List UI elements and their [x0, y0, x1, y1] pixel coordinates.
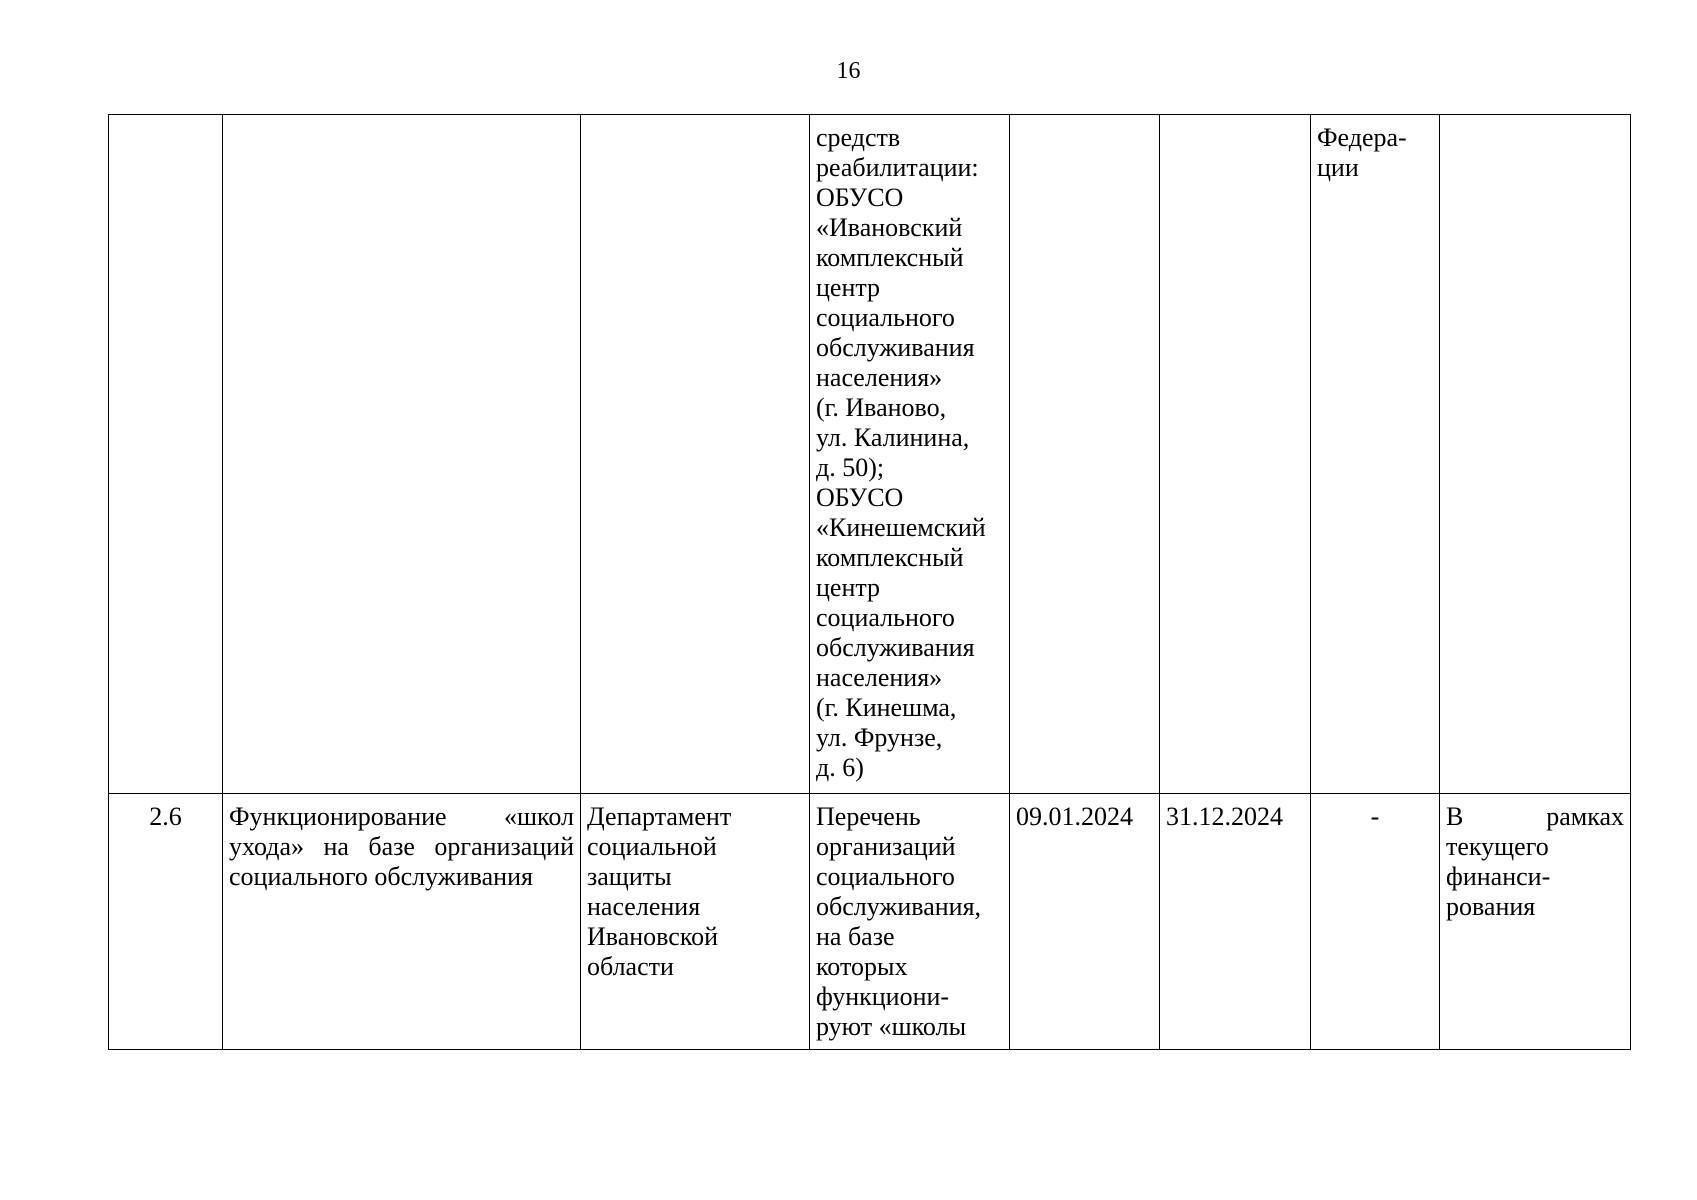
end-date: 31.12.2024 [1166, 802, 1283, 831]
cell-number [109, 794, 223, 1050]
cell-start-date [1010, 794, 1160, 1050]
cell-end-date [1160, 115, 1311, 794]
page-number: 16 [836, 58, 861, 84]
cell-amount [1311, 794, 1440, 1050]
event-text: ухода» на базе организаций социального обслуживания [229, 832, 574, 891]
amount-text: - [1370, 802, 1380, 831]
cell-amount [1311, 115, 1440, 794]
result-text: Перечень организаций социального обслуживания, на базе которых функциони- руют «школы [816, 802, 982, 1041]
funding-first-line [1446, 802, 1624, 832]
cell-event [223, 794, 581, 1050]
cell-responsible [581, 794, 810, 1050]
cell-funding [1440, 115, 1631, 794]
funding-text: текущего финанси- рования [1446, 832, 1551, 921]
row-number: 2.6 [149, 802, 182, 831]
cell-start-date [1010, 115, 1160, 794]
start-date: 09.01.2024 [1016, 802, 1133, 831]
responsible-text: Департамент социальной защиты населения Ивановской области [587, 802, 732, 981]
cell-funding [1440, 794, 1631, 1050]
cell-responsible [581, 115, 810, 794]
event-first-line [229, 802, 574, 832]
table-row-2-6 [109, 794, 1631, 1050]
cell-end-date [1160, 794, 1311, 1050]
funding-word-2: рамках [1546, 802, 1624, 831]
cell-result [810, 115, 1010, 794]
event-word-2: «школ [504, 802, 574, 831]
funding-word-1: В [1446, 802, 1464, 831]
event-word-1: Функционирование [229, 802, 447, 831]
table-row-continued [109, 115, 1631, 794]
result-text: средств реабилитации: ОБУСО «Ивановский комплексный центр социального обслуживания населения» (г. Иваново, ул. Калинина, д. 50); ОБУСО «Кинешемский комплексный центр социального обслуживания населения» (г. Кинешма, ул. Фрунзе, д. 6) [816, 123, 986, 782]
program-table [108, 114, 1631, 1050]
amount-text: Федера- ции [1317, 123, 1407, 182]
cell-result [810, 794, 1010, 1050]
cell-number [109, 115, 223, 794]
cell-event [223, 115, 581, 794]
